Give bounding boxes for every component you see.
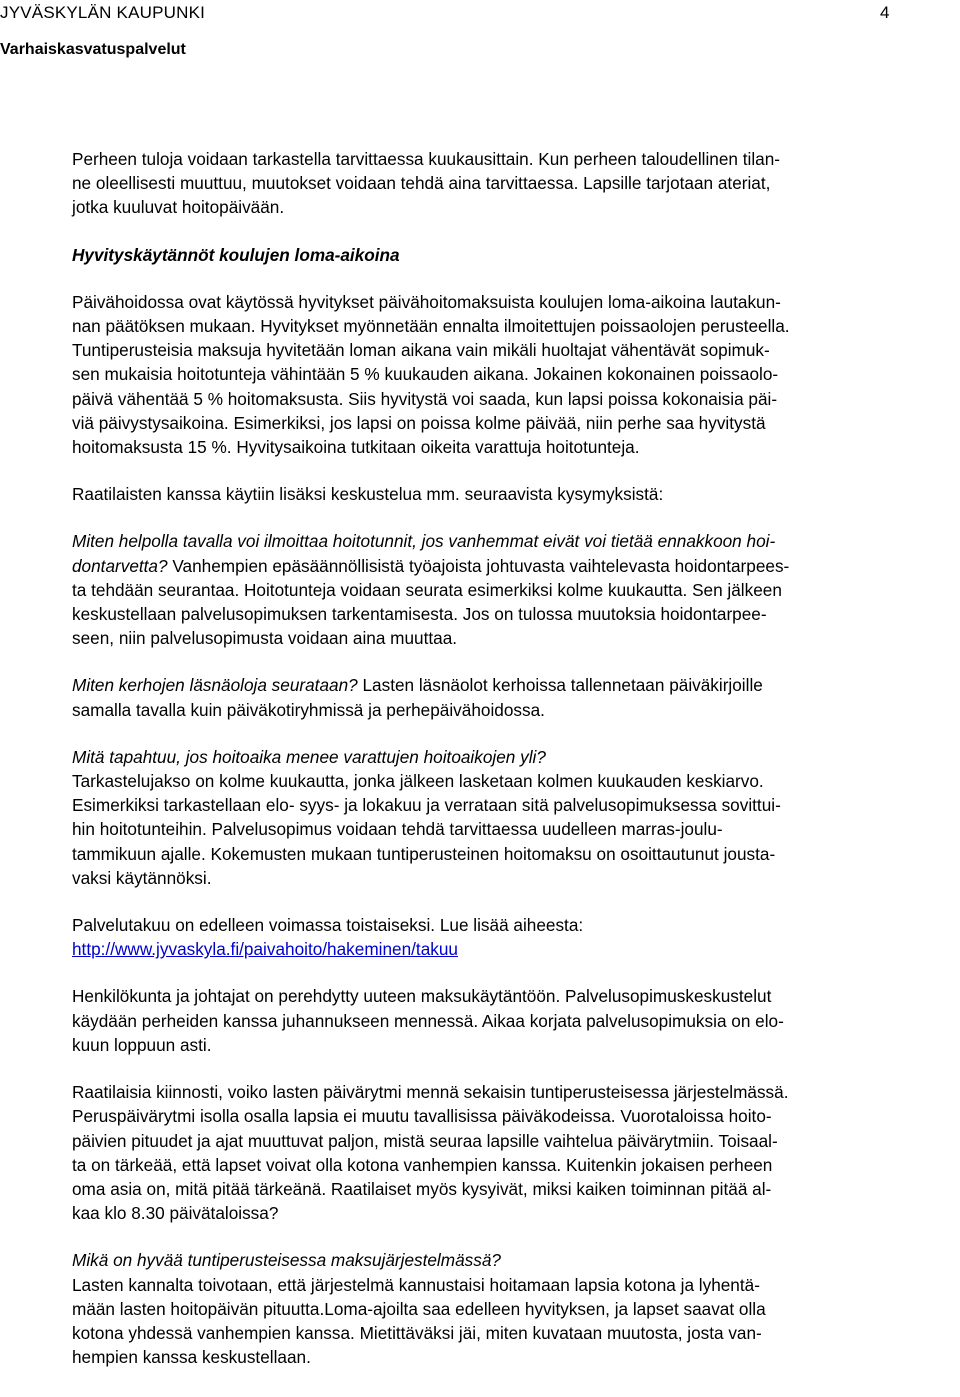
text-line: samalla tavalla kuin päiväkotiryhmissä ja perhepäivähoidossa. xyxy=(72,699,545,720)
text-line: Perheen tuloja voidaan tarkastella tarvittaessa kuukausittain. Kun perheen taloudellinen tilan- xyxy=(72,149,781,169)
text-line: päivä vähentää 5 % hoitomaksusta. Siis hyvitystä voi saada, kun lapsi poissa kokonaisia päi- xyxy=(72,388,778,409)
question-text: Miten kerhojen läsnäoloja seurataan? xyxy=(72,675,358,696)
answer-text: Vanhempien epäsäännöllisistä työajoista johtuvasta vaihtelevasta hoidontarpees- xyxy=(167,555,790,576)
text-line: Raatilaisten kanssa käytiin lisäksi keskustelua mm. seuraavista kysymyksistä: xyxy=(72,484,664,505)
question-text: Mitä tapahtuu, jos hoitoaika menee varattujen hoitoaikojen yli? xyxy=(72,746,546,767)
question-text: Miten helpolla tavalla voi ilmoittaa hoitotunnit, jos vanhemmat eivät voi tietää ennakkoon hoi- xyxy=(72,531,776,552)
text-line: Palvelutakuu on edelleen voimassa toistaiseksi. Lue lisää aiheesta: xyxy=(72,915,584,936)
text-line: hin hoitotunteihin. Palvelusopimus voidaan tehdä tarvittaessa uudelleen marras-joulu- xyxy=(72,819,723,840)
text-line: mään lasten hoitopäivän pituutta.Loma-ajoilta saa edelleen hyvityksen, ja lapset saavat olla xyxy=(72,1298,766,1319)
paragraph-service-guarantee xyxy=(72,913,956,961)
document-body xyxy=(72,147,956,1392)
organization-name: JYVÄSKYLÄN KAUPUNKI xyxy=(0,3,206,22)
question-text: dontarvetta? xyxy=(72,555,168,576)
text-line: hempien kanssa keskustellaan. xyxy=(72,1347,311,1368)
text-line: Tuntiperusteisia maksuja hyvitetään loman aikana vain mikäli huoltajat vähentävät sopimuk- xyxy=(72,340,770,361)
text-line: Henkilökunta ja johtajat on perehdytty uuteen maksukäytäntöön. Palvelusopimuskeskustelut xyxy=(72,986,772,1007)
section-heading: Hyvityskäytännöt koulujen loma-aikoina xyxy=(72,244,400,265)
guarantee-link[interactable]: http://www.jyvaskyla.fi/paivahoito/hakeminen/takuu xyxy=(72,939,458,960)
paragraph-question-overtime xyxy=(72,745,956,890)
text-line: nan päätöksen mukaan. Hyvitykset myönnetään ennalta ilmoitettujen poissaolojen perusteella. xyxy=(72,316,790,337)
text-line: sen mukaisia hoitotunteja vähintään 5 % kuukauden aikana. Jokainen kokonainen poissaolo- xyxy=(72,364,779,385)
text-line: ne oleellisesti muuttuu, muutokset voidaan tehdä aina tarvittaessa. Lapsille tarjotaan ateriat, xyxy=(72,173,771,194)
text-line: viä päivystysaikoina. Esimerkiksi, jos lapsi on poissa kolme päivää, niin perhe saa hyvitystä xyxy=(72,412,766,433)
text-line: keskustellaan palvelusopimuksen tarkentamisesta. Jos on tulossa muutoksia hoidontarpee- xyxy=(72,604,767,625)
text-line: Lasten kannalta toivotaan, että järjestelmä kannustaisi hoitamaan lapsia kotona ja lyhentä- xyxy=(72,1274,760,1295)
text-line: kuun loppuun asti. xyxy=(72,1034,212,1055)
question-text: Mikä on hyvää tuntiperusteisessa maksujärjestelmässä? xyxy=(72,1250,501,1271)
answer-text: Lasten läsnäolot kerhoissa tallennetaan päiväkirjoille xyxy=(357,675,763,696)
text-line: käydään perheiden kanssa juhannukseen mennessä. Aikaa korjata palvelusopimuksia on elo- xyxy=(72,1010,784,1031)
department-name: Varhaiskasvatuspalvelut xyxy=(0,41,186,58)
paragraph-staff-training xyxy=(72,984,956,1057)
text-line: oma asia on, mitä pitää tärkeänä. Raatilaiset myös kysyivät, miksi kaiken toiminnan pitää al- xyxy=(72,1178,772,1199)
paragraph-daily-rhythm xyxy=(72,1080,956,1225)
text-line: jotka kuuluvat hoitopäivään. xyxy=(72,197,285,218)
text-line: hoitomaksusta 15 %. Hyvitysaikoina tutkitaan oikeita varattuja hoitotunteja. xyxy=(72,437,640,458)
text-line: ta on tärkeää, että lapset voivat olla kotona vanhempien kanssa. Kuitenkin jokaisen perheen xyxy=(72,1154,773,1175)
paragraph-question-clubs xyxy=(72,673,956,721)
paragraph-question-reporting xyxy=(72,529,956,650)
paragraph-income-review xyxy=(72,147,956,220)
text-line: kaa klo 8.30 päivätaloissa? xyxy=(72,1203,279,1224)
text-line: Päivähoidossa ovat käytössä hyvitykset päivähoitomaksuista koulujen loma-aikoina lautakun- xyxy=(72,291,781,312)
text-line: seen, niin palvelusopimusta voidaan aina muuttaa. xyxy=(72,628,458,649)
page-number: 4 xyxy=(880,3,890,22)
text-line: päivien pituudet ja ajat muuttuvat paljon, mistä seuraa lapsille vaihtelua päivärytmiin. Toisaal- xyxy=(72,1130,778,1151)
text-line: ta tehdään seurantaa. Hoitotunteja voidaan seurata esimerkiksi kolme kuukautta. Sen jälkeen xyxy=(72,579,782,600)
text-line: Peruspäivärytmi isolla osalla lapsia ei muutu tavallisissa päiväkodeissa. Vuorotaloissa hoito- xyxy=(72,1106,772,1127)
paragraph-discussion-intro xyxy=(72,482,956,506)
text-line: vaksi käytännöksi. xyxy=(72,867,212,888)
text-line: Raatilaisia kiinnosti, voiko lasten päivärytmi mennä sekaisin tuntiperusteisessa järjestelmässä. xyxy=(72,1082,789,1103)
text-line: Esimerkiksi tarkastellaan elo- syys- ja lokakuu ja verrataan sitä palvelusopimuksessa sovittui- xyxy=(72,795,781,816)
text-line: tammikuun ajalle. Kokemusten mukaan tuntiperusteinen hoitomaksu on osoittautunut jousta- xyxy=(72,843,776,864)
paragraph-holiday-credits xyxy=(72,290,956,459)
text-line: kotona yhdessä vanhempien kanssa. Mietittäväksi jäi, miten kuvataan muutosta, josta van- xyxy=(72,1322,762,1343)
text-line: Tarkastelujakso on kolme kuukautta, jonka jälkeen lasketaan kolmen kuukauden keskiarvo. xyxy=(72,771,764,792)
paragraph-question-benefits xyxy=(72,1248,956,1369)
